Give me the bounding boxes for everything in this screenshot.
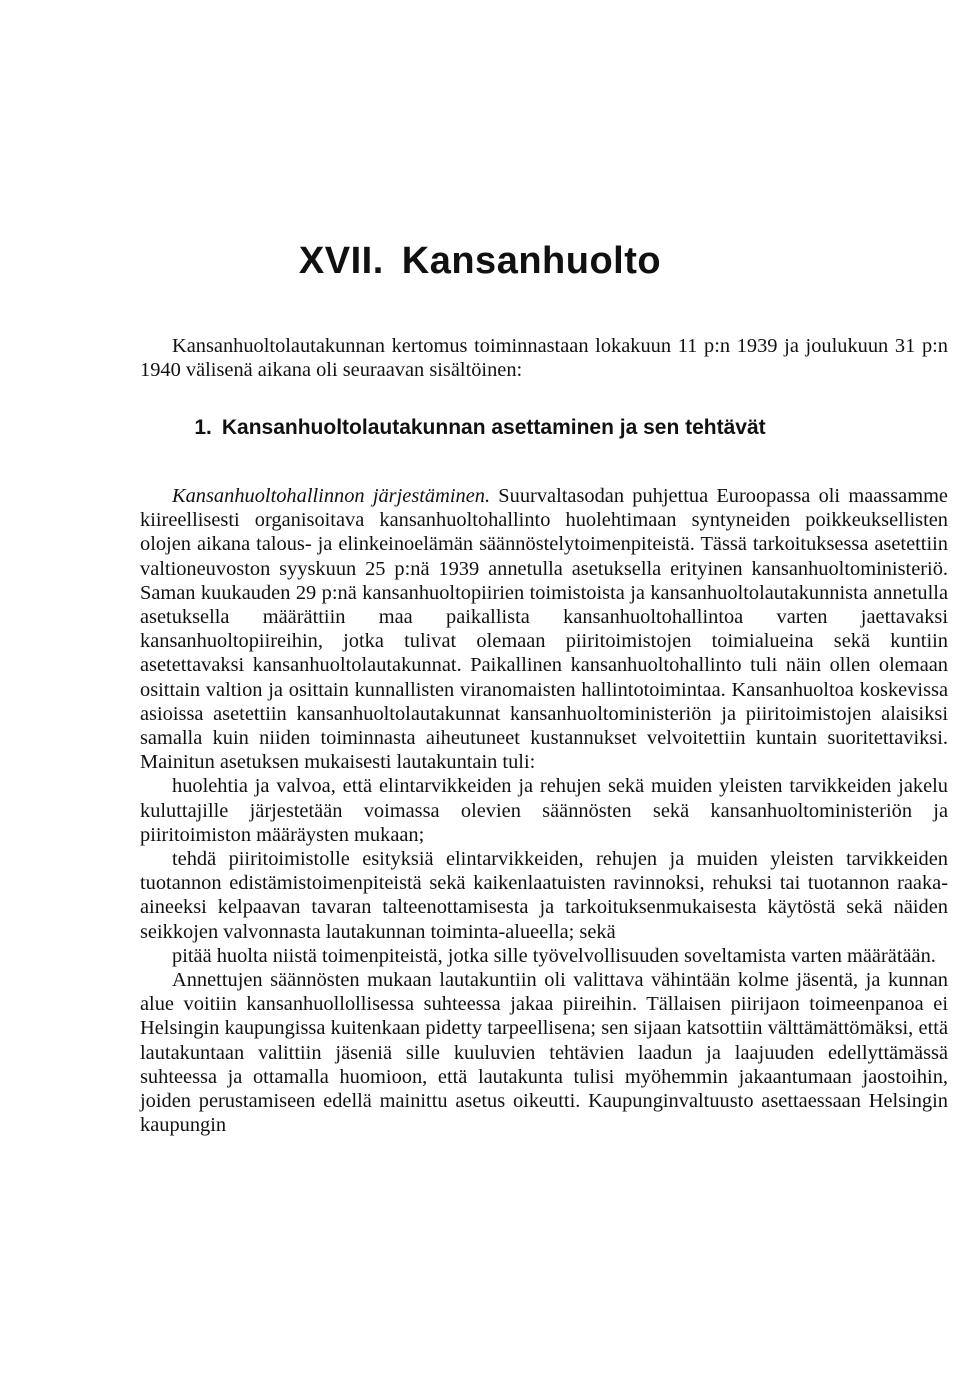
paragraph-1-lead: Kansanhuoltohallinnon järjestäminen. bbox=[172, 485, 491, 507]
paragraph-4: pitää huolta niistä toimenpiteistä, jotka sille työvelvollisuuden soveltamista varten määrätään. bbox=[172, 944, 936, 967]
intro-paragraph: Kansanhuoltolautakunnan kertomus toiminnastaan lokakuun 11 p:n 1939 ja joulukuun 31 p:n 1940 välisenä aikana oli seuraavan sisältöinen: bbox=[140, 335, 948, 382]
paragraph-2: huolehtia ja valvoa, että elintarvikkeiden ja rehujen sekä muiden yleisten tarvikkeiden jakelu kuluttajille järjestetään voimassa olevien säännösten sekä kansanhuoltoministeriön ja piiritoimiston määräysten mukaan; bbox=[140, 775, 948, 846]
chapter-title bbox=[0, 240, 960, 283]
body-text bbox=[140, 484, 948, 1137]
paragraph-3: tehdä piiritoimistolle esityksiä elintarvikkeiden, rehujen ja muiden yleisten tarvikkeiden tuotannon edistämistoimenpiteistä sekä kaikenlaatuisten ravinnoksi, rehuksi tai tuotannon raaka-aineeksi kelpaavan tavaran talteenottamisesta ja tarkoituksenmukaisesta käytöstä sekä näiden seikkojen valvonnasta lautakunnan toiminta-alueella; sekä bbox=[140, 848, 948, 943]
paragraph-1 bbox=[140, 484, 948, 774]
paragraph-1-text: Suurvaltasodan puhjettua Euroopassa oli maassamme kiireellisesti organisoitava kansanhuoltohallinto huolehtimaan syntyneiden poikkeuksellisten olojen aikana talous- ja elinkeinoelämän säännöstelytoimenpiteistä. Tässä tarkoituksessa asetettiin valtioneuvoston syyskuun 25 p:nä 1939 annetulla asetuksella erityinen kansanhuoltoministeriö. Saman kuukauden 29 p:nä kansanhuoltopiirien toimistoista ja kansanhuoltolautakunnista annetulla asetuksella määrättiin maa paikallista kansanhuoltohallintoa varten jaettavaksi kansanhuoltopiireihin, jotka tulivat olemaan piiritoimistojen toimialueina sekä kuntiin asetettavaksi kansanhuoltolautakunnat. Paikallinen kansanhuoltohallinto tuli näin ollen olemaan osittain valtion ja osittain kunnallisten viranomaisten hallintotoimintaa. Kansanhuoltoa koskevissa asioissa asetettiin kansanhuoltolautakunnat kansanhuoltoministeriön ja piiritoimistojen alaisiksi samalla kuin niiden toiminnasta aiheutuneet kustannukset velvoitettiin kuntain suoritettaviksi. Mainitun asetuksen mukaisesti lautakuntain tuli: bbox=[140, 485, 948, 774]
chapter-name: Kansanhuolto bbox=[401, 240, 662, 282]
paragraph-5: Annettujen säännösten mukaan lautakuntiin oli valittava vähintään kolme jäsentä, ja kunnan alue voitiin kansanhuollollisessa suhteessa jakaa piireihin. Tällaisen piirijaon toimeenpanoa ei Helsingin kaupungissa kuitenkaan pidetty tarpeellisena; sen sijaan katsottiin välttämättömäksi, että lautakuntaan valittiin jäseniä sille kuuluvien tehtävien laadun ja laajuuden edellyttämässä suhteessa ja ottamalla huomioon, että lautakunta tulisi myöhemmin jakaantumaan jaostoihin, joiden perustamiseen edellä mainittu asetus oikeutti. Kaupunginvaltuusto asettaessaan Helsingin kaupungin bbox=[140, 969, 948, 1137]
intro-block bbox=[140, 334, 948, 382]
section-title: Kansanhuoltolautakunnan asettaminen ja sen tehtävät bbox=[221, 416, 766, 439]
section-heading bbox=[0, 416, 960, 440]
chapter-number: XVII. bbox=[298, 240, 384, 282]
section-number: 1. bbox=[194, 416, 212, 439]
